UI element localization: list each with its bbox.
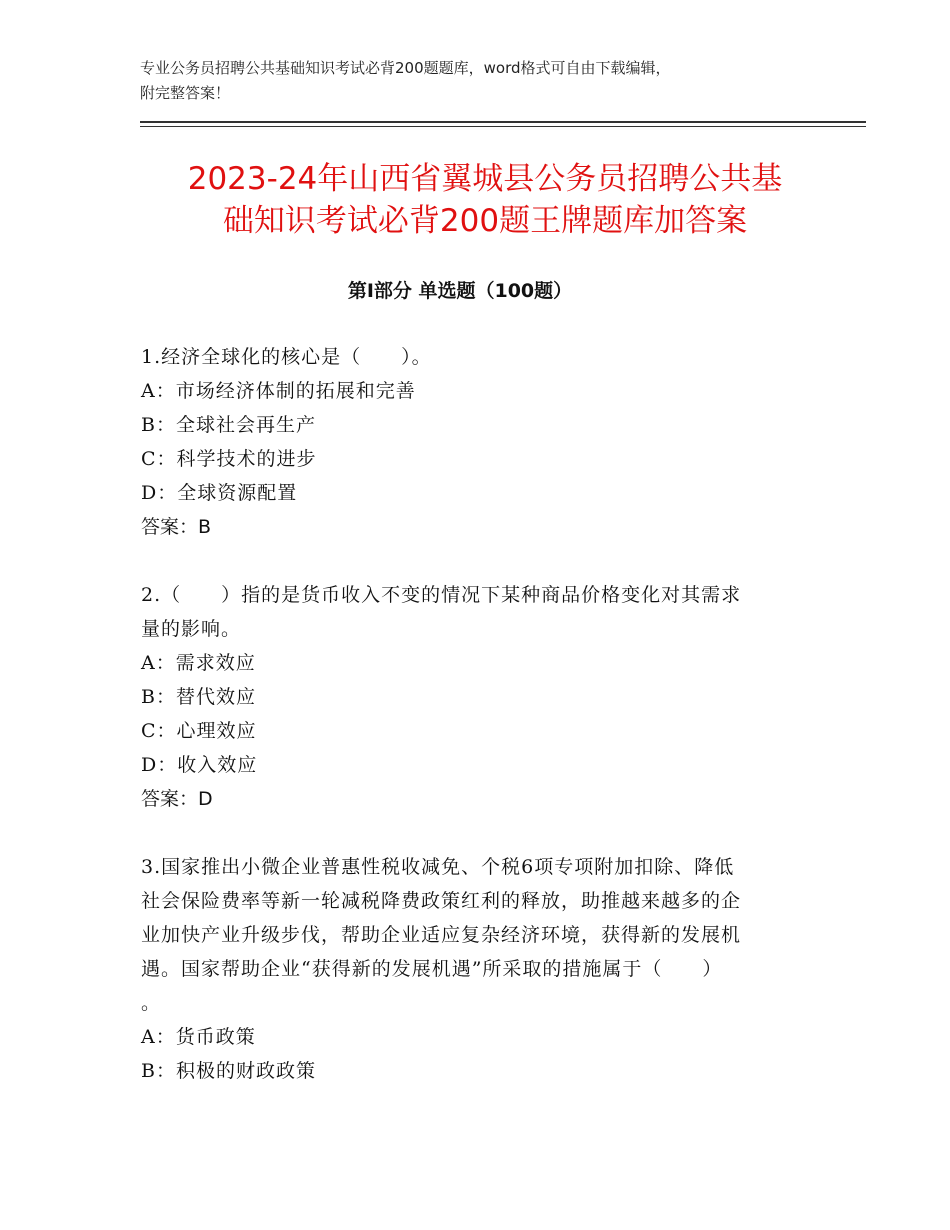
question-stem: 3.国家推出小微企业普惠性税收减免、个税6项专项附加扣除、降低 [141, 856, 735, 878]
header-note-line: 附完整答案！ [140, 84, 231, 102]
document-title [120, 158, 850, 242]
answer: 答案：B [141, 516, 212, 538]
question-stem: 2.（ ）指的是货币收入不变的情况下某种商品价格变化对其需求 [141, 584, 742, 606]
document-title-line: 础知识考试必背200题王牌题库加答案 [222, 203, 748, 239]
option-b: B：积极的财政政策 [141, 1060, 316, 1082]
answer: 答案：D [141, 788, 213, 810]
question-stem: 。 [141, 992, 162, 1014]
question-spacer [141, 544, 801, 578]
question-list [141, 340, 801, 1088]
question-stem: 量的影响。 [141, 618, 242, 640]
header-divider-thick [140, 121, 866, 123]
question-stem: 业加快产业升级步伐，帮助企业适应复杂经济环境，获得新的发展机 [141, 924, 742, 946]
question-2 [141, 578, 801, 816]
option-c: C：科学技术的进步 [141, 448, 317, 470]
section-title: 第Ⅰ部分 单选题（100题） [347, 280, 573, 302]
document-title-line: 2023-24年山西省翼城县公务员招聘公共基 [187, 161, 783, 197]
question-stem: 1.经济全球化的核心是（ ）。 [141, 346, 432, 368]
option-b: B：替代效应 [141, 686, 256, 708]
header-divider-thin [140, 126, 866, 127]
question-3 [141, 850, 801, 1088]
question-stem: 遇。国家帮助企业“获得新的发展机遇”所采取的措施属于（ ） [141, 958, 723, 980]
option-c: C：心理效应 [141, 720, 257, 742]
option-a: A：需求效应 [141, 652, 256, 674]
option-a: A：市场经济体制的拓展和完善 [141, 380, 416, 402]
option-a: A：货币政策 [141, 1026, 256, 1048]
question-stem: 社会保险费率等新一轮减税降费政策红利的释放，助推越来越多的企 [141, 890, 742, 912]
question-spacer [141, 816, 801, 850]
header-note-line: 专业公务员招聘公共基础知识考试必背200题题库，word格式可自由下载编辑， [140, 59, 671, 77]
header-note [140, 56, 820, 106]
question-1 [141, 340, 801, 544]
option-b: B：全球社会再生产 [141, 414, 316, 436]
option-d: D：收入效应 [141, 754, 258, 776]
option-d: D：全球资源配置 [141, 482, 298, 504]
